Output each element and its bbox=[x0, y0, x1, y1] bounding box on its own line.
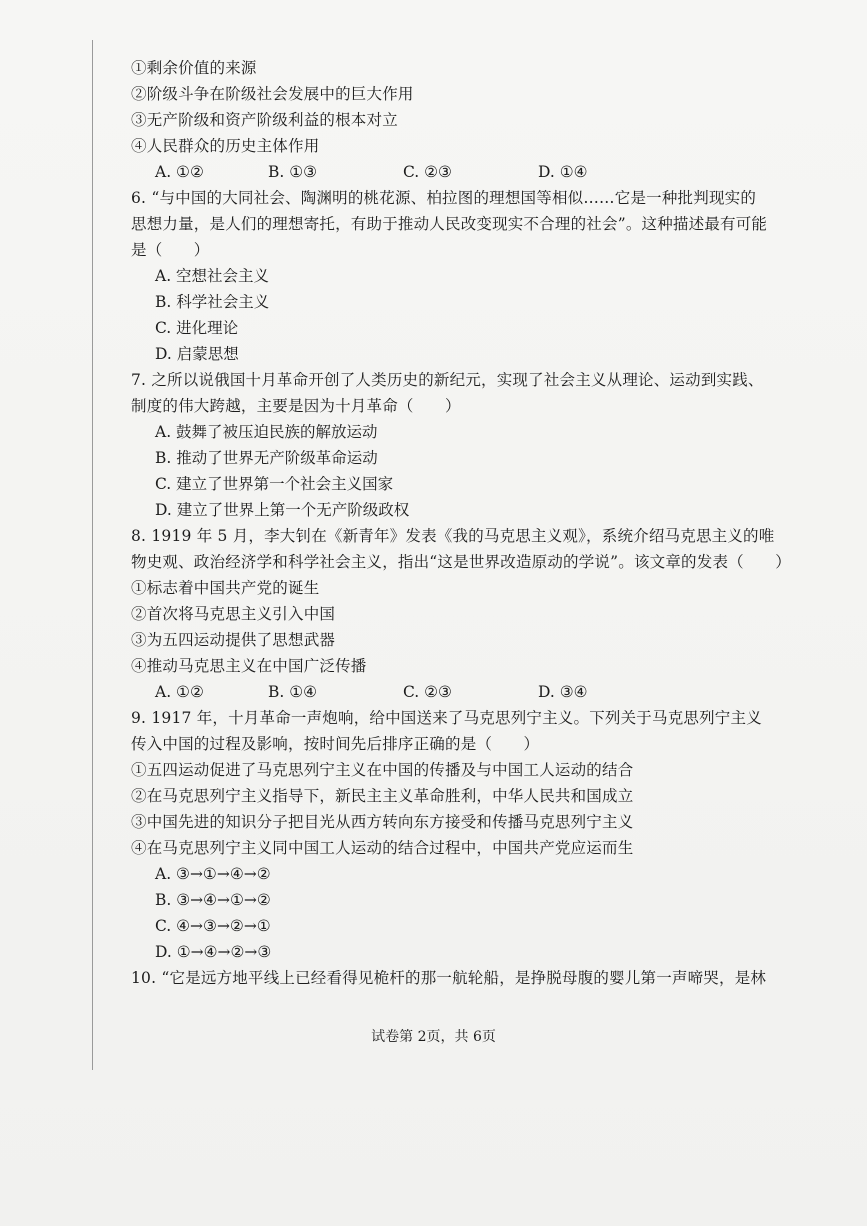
q8-option-a: A. ①② bbox=[155, 683, 204, 701]
q8-item-1: ①标志着中国共产党的诞生 bbox=[131, 579, 320, 597]
q7-option-c: C. 建立了世界第一个社会主义国家 bbox=[155, 475, 394, 493]
q5-item-1: ①剩余价值的来源 bbox=[131, 59, 257, 77]
q8-item-2: ②首次将马克思主义引入中国 bbox=[131, 605, 336, 623]
q7-stem-line-2: 制度的伟大跨越，主要是因为十月革命（ ） bbox=[131, 397, 461, 415]
q9-option-a: A. ③→①→④→② bbox=[155, 865, 271, 883]
q9-stem-line-1: 9. 1917 年，十月革命一声炮响，给中国送来了马克思列宁主义。下列关于马克思列宁主义 bbox=[131, 709, 762, 727]
q9-item-1: ①五四运动促进了马克思列宁主义在中国的传播及与中国工人运动的结合 bbox=[131, 761, 634, 779]
q6-stem-line-3: 是（ ） bbox=[131, 241, 210, 259]
q9-item-2: ②在马克思列宁主义指导下，新民主主义革命胜利，中华人民共和国成立 bbox=[131, 787, 634, 805]
q8-stem-line-2: 物史观、政治经济学和科学社会主义，指出“这是世界改造原动的学说”。该文章的发表（ ） bbox=[131, 553, 791, 571]
q9-stem-line-2: 传入中国的过程及影响，按时间先后排序正确的是（ ） bbox=[131, 735, 540, 753]
q7-option-a: A. 鼓舞了被压迫民族的解放运动 bbox=[155, 423, 378, 441]
q8-item-4: ④推动马克思主义在中国广泛传播 bbox=[131, 657, 367, 675]
q9-option-d: D. ①→④→②→③ bbox=[155, 943, 272, 961]
q6-stem-line-1: 6. “与中国的大同社会、陶渊明的桃花源、柏拉图的理想国等相似……它是一种批判现实的 bbox=[131, 189, 757, 207]
q7-option-d: D. 建立了世界上第一个无产阶级政权 bbox=[155, 501, 410, 519]
q5-option-d: D. ①④ bbox=[538, 163, 588, 181]
q5-item-2: ②阶级斗争在阶级社会发展中的巨大作用 bbox=[131, 85, 414, 103]
q9-option-b: B. ③→④→①→② bbox=[155, 891, 271, 909]
q5-option-a: A. ①② bbox=[155, 163, 204, 181]
page-footer: 试卷第 2页，共 6页 bbox=[371, 1029, 496, 1045]
q6-stem-line-2: 思想力量，是人们的理想寄托，有助于推动人民改变现实不合理的社会”。这种描述最有可能 bbox=[131, 215, 768, 233]
q8-option-b: B. ①④ bbox=[268, 683, 318, 701]
q8-item-3: ③为五四运动提供了思想武器 bbox=[131, 631, 336, 649]
q6-option-b: B. 科学社会主义 bbox=[155, 293, 270, 311]
q5-option-b: B. ①③ bbox=[268, 163, 318, 181]
binding-margin-line bbox=[92, 40, 93, 1070]
q8-option-c: C. ②③ bbox=[403, 683, 452, 701]
q5-item-3: ③无产阶级和资产阶级利益的根本对立 bbox=[131, 111, 398, 129]
q9-item-3: ③中国先进的知识分子把目光从西方转向东方接受和传播马克思列宁主义 bbox=[131, 813, 634, 831]
q6-option-c: C. 进化理论 bbox=[155, 319, 239, 337]
q10-stem-line-1: 10. “它是远方地平线上已经看得见桅杆的那一航轮船，是挣脱母腹的婴儿第一声啼哭，是林 bbox=[131, 969, 767, 987]
q8-stem-line-1: 8. 1919 年 5 月，李大钊在《新青年》发表《我的马克思主义观》，系统介绍马克思主义的唯 bbox=[131, 527, 775, 545]
q5-option-c: C. ②③ bbox=[403, 163, 452, 181]
q7-option-b: B. 推动了世界无产阶级革命运动 bbox=[155, 449, 378, 467]
q9-item-4: ④在马克思列宁主义同中国工人运动的结合过程中，中国共产党应运而生 bbox=[131, 839, 634, 857]
q5-item-4: ④人民群众的历史主体作用 bbox=[131, 137, 320, 155]
q8-option-d: D. ③④ bbox=[538, 683, 588, 701]
q9-option-c: C. ④→③→②→① bbox=[155, 917, 271, 935]
q6-option-d: D. 启蒙思想 bbox=[155, 345, 239, 363]
q6-option-a: A. 空想社会主义 bbox=[155, 267, 270, 285]
q7-stem-line-1: 7. 之所以说俄国十月革命开创了人类历史的新纪元，实现了社会主义从理论、运动到实践、 bbox=[131, 371, 764, 389]
